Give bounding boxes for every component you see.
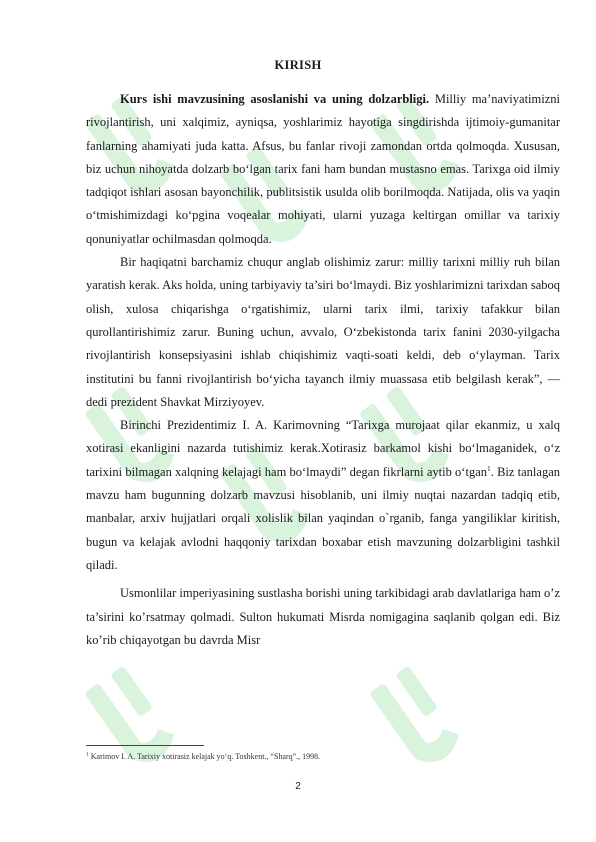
page-title: KIRISH bbox=[274, 58, 322, 72]
footnote-mark: 1 bbox=[86, 751, 89, 758]
footnote-divider bbox=[86, 745, 204, 746]
paragraph-quote: Bir haqiqatni barchamiz chuqur anglab olishimiz zarur: milliy tarixni milliy ruh bilan yaratish kerak. Aks holda, uning tarbiyaviy ta’siri bo‘lmaydi. Biz yoshlarimizni tarixdan saboq olish, xulosa chiqarishga o‘rgatishimiz, ularni tarix ilmi, tarixiy tafakkur bilan qurollantirishimiz zarur. Buning uchun, avvalo, O‘zbekistonda tarix fanini 2030-yilgacha rivojlantirish konsepsiyasini ishlab chiqishimiz vaqti-soati keldi, deb o‘ylayman. Tarix institutini bu fanni rivojlantirish bo‘yicha tayanch ilmiy muassasa etib belgilash kerak”, — dedi prezident Shavkat Mirziyoyev. bbox=[86, 255, 560, 409]
footnote-text: Karimov I. A. Tarixiy xotirasiz kelajak yo‘q. Toshkent., “Sharq”., 1998. bbox=[88, 752, 321, 761]
paragraph-text: . Biz tanlagan mavzu ham bugunning dolzarb mavzusi hisoblanib, uni ilmiy nuqtai nazardan tadqiq etib, manbalar, arxiv hujjatlari orqali xolislik bilan yaqindan o`rganib, fanga yangiliklar kiritish, bugun va kelajak avlodni haqqoniy tarixdan boxabar etish mavzuning dolzarbligini tashkil qiladi. bbox=[86, 464, 560, 572]
page-number: 2 bbox=[295, 781, 301, 792]
footnote-reference[interactable]: 1 bbox=[487, 463, 491, 473]
paragraph-karimov bbox=[86, 414, 560, 577]
paragraph-text: Birinchi Prezidentimiz I. A. Karimovning “Tarixga murojaat qilar ekanmiz, u xalq xotirasi ekanligini nazarda tutishimiz kerak.Xotirasiz barkamol kishi bo‘lmaganidek, o‘z tarixini bilmagan xalqning kelajagi ham bo‘lmaydi” degan fikrlarni aytib o‘tgan bbox=[86, 418, 560, 479]
paragraph-ottoman: Usmonlilar imperiyasining sustlasha borishi uning tarkibidagi arab davlatlariga ham o’z ta’sirini ko’rsatmay qolmadi. Sulton hukumati Misrda nomigagina saqlanib qolgan edi. Biz ko’rib chiqayotgan bu davrda Misr bbox=[86, 586, 560, 647]
paragraph-intro bbox=[86, 88, 560, 251]
paragraph-text: Milliy ma’naviyatimizni rivojlantirish, uni xalqimiz, ayniqsa, yoshlarimiz hayotiga singdirishda ijtimoiy-gumanitar fanlarning ahamiyati juda katta. Afsus, bu fanlar rivoji zamondan ortda qolmoqda. Xususan, biz uchun nihoyatda dolzarb bo‘lgan tarix fani ham bundan mustasno emas. Tarixga oid ilmiy tadqiqot ishlari asosan bayonchilik, publitsistik usulda olib borilmoqda. Natijada, olis va yaqin o‘tmishimizdagi ko‘pgina voqealar mohiyati, ularni yuzaga keltirgan omillar va tarixiy qonuniyatlar ochilmasdan qolmoqda. bbox=[86, 92, 560, 246]
document-body bbox=[86, 88, 560, 652]
paragraph-lead: Kurs ishi mavzusining asoslanishi va uning dolzarbligi. bbox=[120, 92, 430, 106]
footnote bbox=[86, 751, 560, 762]
